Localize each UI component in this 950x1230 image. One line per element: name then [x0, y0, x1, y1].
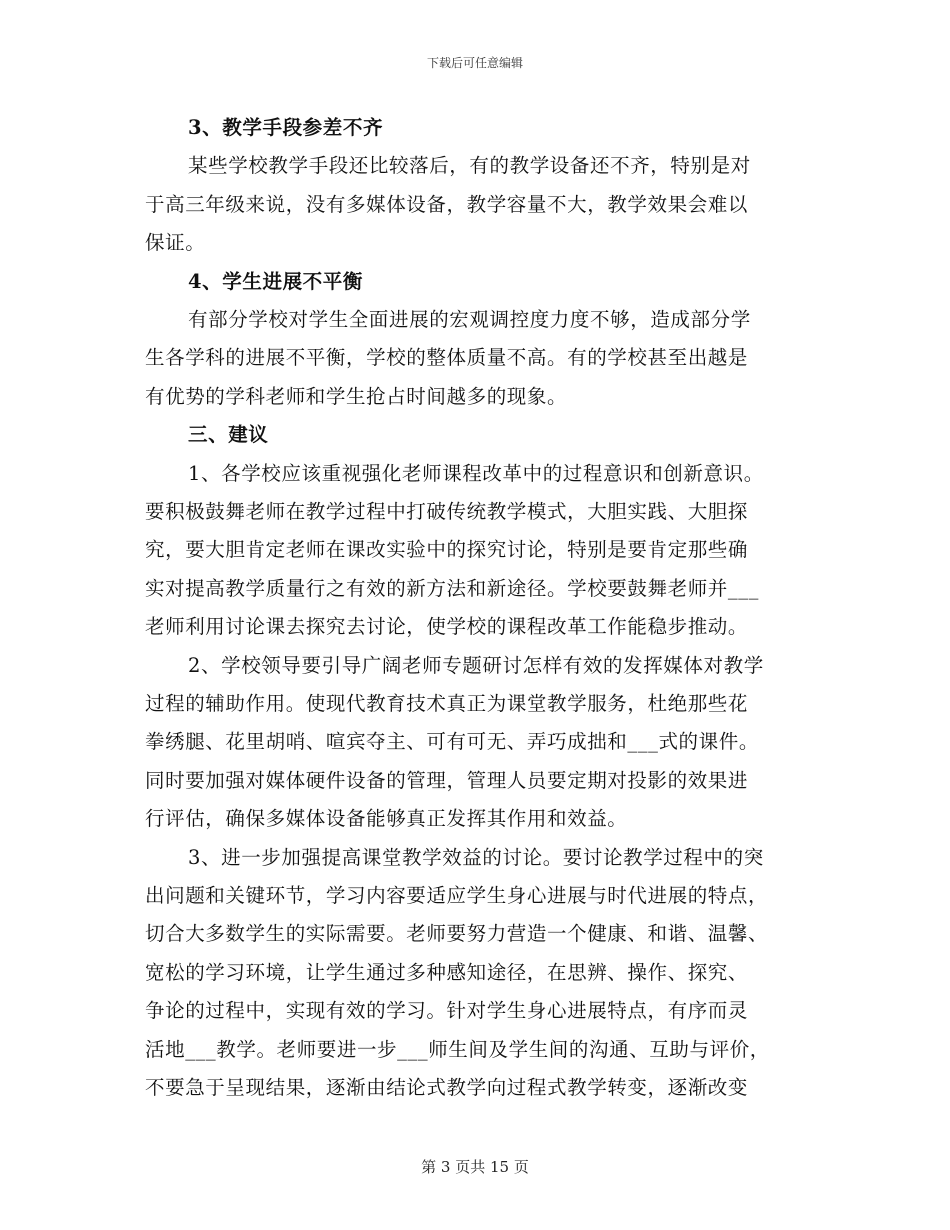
section-heading: 4、学生进展不平衡 [188, 269, 363, 293]
paragraph-line: 活地___教学。老师要进一步___师生间及学生间的沟通、互助与评价， [145, 1037, 770, 1061]
paragraph-line: 2、学校领导要引导广阔老师专题研讨怎样有效的发挥媒体对教学 [188, 653, 764, 677]
paragraph-line: 有部分学校对学生全面进展的宏观调控度力度不够，造成部分学 [188, 308, 751, 331]
paragraph-line: 1、各学校应该重视强化老师课程改革中的过程意识和创新意识。 [188, 461, 764, 485]
section-heading: 3、教学手段参差不齐 [188, 116, 384, 139]
paragraph-line: 宽松的学习环境，让学生通过多种感知途径，在思辨、操作、探究、 [145, 960, 749, 984]
paragraph-line: 争论的过程中，实现有效的学习。针对学生身心进展特点，有序而灵 [145, 999, 749, 1023]
paragraph-line: 有优势的学科老师和学生抢占时间越多的现象。 [145, 384, 568, 408]
paragraph-line: 要积极鼓舞老师在教学过程中打破传统教学模式，大胆实践、大胆探 [145, 500, 749, 523]
paragraph-line: 实对提高教学质量行之有效的新方法和新途径。学校要鼓舞老师并___ [145, 576, 759, 600]
paragraph-line: 于高三年级来说，没有多媒体设备，教学容量不大，教学效果会难以 [145, 192, 749, 216]
paragraph-line: 3、进一步加强提高课堂教学效益的讨论。要讨论教学过程中的突 [188, 845, 764, 869]
paragraph-line: 行评估，确保多媒体设备能够真正发挥其作用和效益。 [145, 807, 628, 831]
paragraph-line: 出问题和关键环节，学习内容要适应学生身心进展与时代进展的特点， [145, 884, 769, 907]
paragraph-line: 过程的辅助作用。使现代教育技术真正为课堂教学服务，杜绝那些花 [145, 692, 749, 715]
paragraph-line: 拳绣腿、花里胡哨、喧宾夺主、可有可无、弄巧成拙和___式的课件。 [145, 730, 759, 754]
paragraph-line: 切合大多数学生的实际需要。老师要努力营造一个健康、和谐、温馨、 [145, 922, 769, 946]
paragraph-line: 保证。 [145, 231, 206, 255]
paragraph-line: 老师利用讨论课去探究去讨论，使学校的课程改革工作能稳步推动。 [145, 615, 749, 639]
paragraph-line: 究，要大胆肯定老师在课改实验中的探究讨论，特别是要肯定那些确 [145, 538, 749, 562]
page-header: 下载后可任意编辑 [426, 56, 523, 70]
paragraph-line: 不要急于呈现结果，逐渐由结论式教学向过程式教学转变，逐渐改变 [145, 1076, 749, 1099]
paragraph-line: 生各学科的进展不平衡，学校的整体质量不高。有的学校甚至出越是 [145, 346, 749, 370]
paragraph-line: 同时要加强对媒体硬件设备的管理，管理人员要定期对投影的效果进 [145, 768, 749, 792]
section-heading: 三、建议 [188, 423, 269, 447]
page-footer: 第 3 页共 15 页 [421, 1158, 529, 1176]
paragraph-line: 某些学校教学手段还比较落后，有的教学设备还不齐，特别是对 [188, 154, 751, 178]
